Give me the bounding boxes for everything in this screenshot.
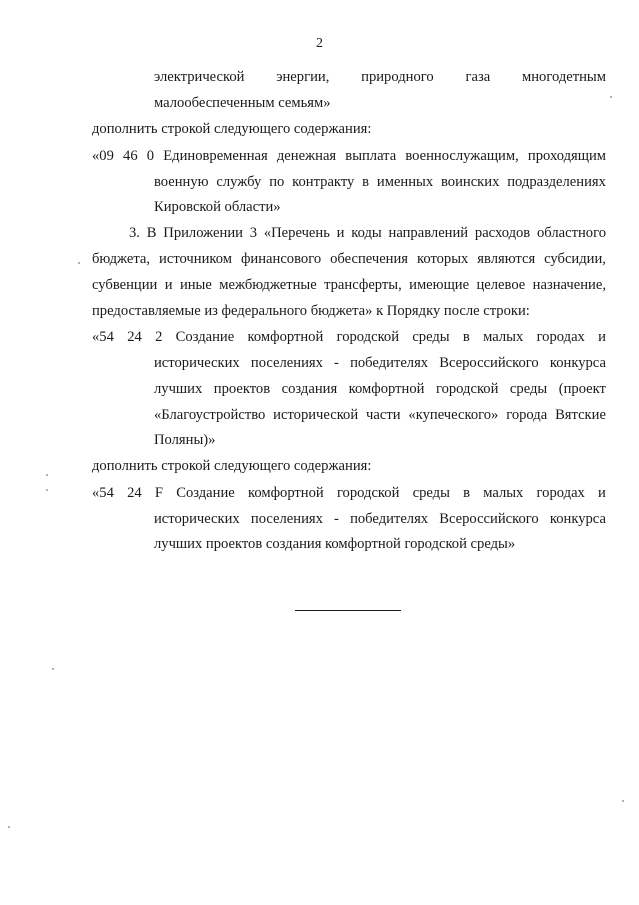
word: Единовременная: [163, 148, 268, 164]
block1-line1: [154, 68, 606, 86]
word: являются: [477, 251, 536, 267]
word: 24: [127, 329, 142, 345]
word: воинских: [441, 174, 500, 190]
word: трансферты,: [324, 277, 402, 293]
word: победителях: [350, 511, 429, 527]
word: энергии,: [276, 69, 330, 85]
word: среды: [509, 381, 548, 397]
word: комфортной: [247, 329, 324, 345]
word: денежная: [276, 148, 337, 164]
word: 3.: [129, 225, 140, 241]
paragraph3-line2: [92, 250, 606, 268]
word: и: [336, 225, 345, 241]
word: подразделениях: [507, 174, 606, 190]
word: многодетным: [522, 69, 606, 85]
word: которых: [416, 251, 469, 267]
word: 3: [249, 225, 258, 241]
word: направлений: [388, 225, 469, 241]
entry-5424-f-line3: лучших проектов создания комфортной городской среды»: [154, 536, 516, 552]
entry-0946-line3: Кировской области»: [154, 199, 281, 215]
word: городах: [536, 329, 585, 345]
supplement-line-2: дополнить строкой следующего содержания:: [92, 458, 372, 474]
word: в: [463, 485, 470, 501]
word: источником: [159, 251, 232, 267]
word: исторической: [273, 407, 359, 423]
word: комфортной: [247, 485, 324, 501]
word: городской: [435, 381, 499, 397]
word: «54: [92, 329, 114, 345]
word: «Перечень: [263, 225, 330, 241]
word: 46: [123, 148, 138, 164]
word: обеспечения: [330, 251, 409, 267]
word: поселениях: [250, 511, 323, 527]
word: Приложении: [163, 225, 243, 241]
word: электрической: [154, 69, 245, 85]
word: -: [334, 355, 339, 371]
block1-line2: малообеспеченным семьям»: [154, 95, 331, 111]
paragraph3-line4: предоставляемые из федерального бюджета» к Порядку после строки:: [92, 303, 530, 319]
word: коды: [351, 225, 382, 241]
word: «Благоустройство: [154, 407, 266, 423]
word: Создание: [175, 329, 235, 345]
word: В: [146, 225, 157, 241]
entry-5424-f-line2: [154, 510, 606, 528]
word: среды: [412, 485, 450, 501]
word: в: [462, 329, 470, 345]
word: Вятские: [555, 407, 606, 423]
word: городской: [336, 485, 400, 501]
word: межбюджетные: [219, 277, 317, 293]
word: имеющие: [409, 277, 470, 293]
word: конкурса: [549, 511, 606, 527]
word: -: [334, 511, 339, 527]
word: городах: [536, 485, 585, 501]
word: «09: [92, 148, 114, 164]
word: именных: [376, 174, 434, 190]
word: военную: [154, 174, 209, 190]
scan-speck: [622, 800, 624, 802]
word: комфортной: [348, 381, 425, 397]
closing-rule: [295, 610, 401, 611]
word: малых: [483, 485, 524, 501]
entry-0946-line2: [154, 173, 606, 191]
word: 2: [155, 329, 163, 345]
word: бюджета,: [92, 251, 151, 267]
paragraph3-line3: [92, 276, 606, 294]
word: газа: [465, 69, 491, 85]
word: выплата: [345, 148, 397, 164]
word: конкурса: [549, 355, 606, 371]
word: и: [598, 329, 606, 345]
word: целевое: [476, 277, 526, 293]
word: городской: [336, 329, 400, 345]
word: в: [362, 174, 370, 190]
word: малых: [483, 329, 524, 345]
entry-5424-2-line5: Поляны)»: [154, 432, 216, 448]
word: назначение,: [532, 277, 606, 293]
entry-0946-line1: [92, 147, 606, 165]
word: по: [269, 174, 285, 190]
word: расходов: [474, 225, 531, 241]
word: среды: [412, 329, 450, 345]
word: областного: [537, 225, 606, 241]
scan-speck: [8, 826, 10, 828]
entry-5424-2-line2: [154, 354, 606, 372]
word: военнослужащим,: [405, 148, 519, 164]
word: лучших: [154, 381, 203, 397]
word: «купеческого»: [408, 407, 499, 423]
entry-5424-f-line1: [92, 484, 606, 502]
word: (проект: [558, 381, 606, 397]
word: исторических: [154, 511, 240, 527]
scan-speck: [52, 668, 54, 670]
scan-speck: [46, 474, 48, 476]
page-number: 2: [316, 36, 323, 51]
entry-5424-2-line3: [154, 380, 606, 398]
word: исторических: [154, 355, 240, 371]
entry-5424-2-line1: [92, 328, 606, 346]
word: победителях: [350, 355, 429, 371]
word: Создание: [176, 485, 235, 501]
word: создания: [281, 381, 338, 397]
word: части: [366, 407, 401, 423]
scan-speck: [46, 489, 48, 491]
word: иные: [179, 277, 212, 293]
word: и: [598, 485, 606, 501]
entry-5424-2-line4: [154, 406, 606, 424]
word: финансового: [240, 251, 322, 267]
word: службу: [216, 174, 262, 190]
word: Всероссийского: [439, 511, 539, 527]
word: Всероссийского: [439, 355, 539, 371]
word: F: [154, 485, 164, 501]
scan-speck: [610, 96, 612, 98]
word: проходящим: [527, 148, 606, 164]
word: и: [164, 277, 173, 293]
supplement-line-1: дополнить строкой следующего содержания:: [92, 121, 372, 137]
paragraph3-line1: [129, 224, 606, 242]
word: субвенции: [92, 277, 158, 293]
word: 0: [146, 148, 155, 164]
word: «54: [92, 485, 114, 501]
word: субсидии,: [544, 251, 606, 267]
word: контракту: [292, 174, 355, 190]
scan-speck: [78, 262, 80, 264]
word: города: [506, 407, 548, 423]
word: поселениях: [250, 355, 323, 371]
word: 24: [127, 485, 142, 501]
word: проектов: [213, 381, 271, 397]
word: природного: [361, 69, 434, 85]
